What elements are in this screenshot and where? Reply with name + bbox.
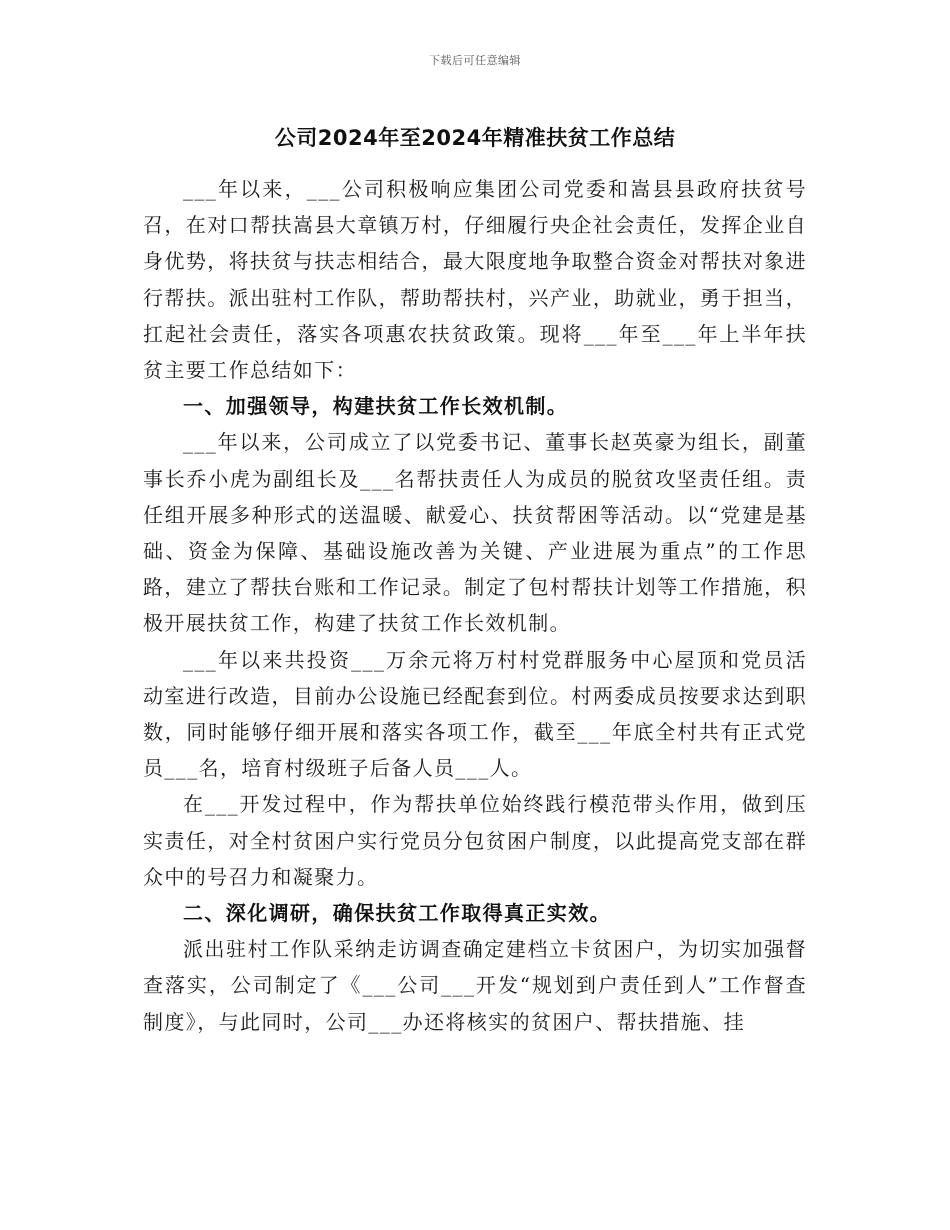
paragraph-leadership: ___年以来，公司成立了以党委书记、董事长赵英豪为组长，副董事长乔小虎为副组长及___名帮扶责任人为成员的脱贫攻坚责任组。责任组开展多种形式的送温暖、献爱心、扶贫帮困等活动。以“党建是基础、资金为保障、基础设施改善为关键、产业进展为重点”的工作思路，建立了帮扶台账和工作记录。制定了包村帮扶计划等工作措施，积极开展扶贫工作，构建了扶贫工作长效机制。 (143, 430, 807, 636)
section-heading-2: 二、深化调研，确保扶贫工作取得真正实效。 (183, 901, 611, 926)
page-header-note: 下载后可任意编辑 (429, 54, 521, 67)
document-title: 公司2024年至2024年精准扶贫工作总结 (274, 126, 676, 150)
document-body (143, 171, 807, 1040)
section-heading-1: 一、加强领导，构建扶贫工作长效机制。 (183, 394, 569, 419)
paragraph-investment: ___年以来共投资___万余元将万村村党群服务中心屋顶和党员活动室进行改造，目前办公设施已经配套到位。村两委成员按要求达到职数，同时能够仔细开展和落实各项工作，截至___年底全村共有正式党员___名，培育村级班子后备人员___人。 (143, 647, 807, 781)
paragraph-research: 派出驻村工作队采纳走访调查确定建档立卡贫困户，为切实加强督查落实，公司制定了《___公司___开发“规划到户责任到人”工作督查制度》，与此同时，公司___办还将核实的贫困户、帮扶措施、挂 (143, 937, 807, 1034)
paragraph-intro: ___年以来，___公司积极响应集团公司党委和嵩县县政府扶贫号召，在对口帮扶嵩县大章镇万村，仔细履行央企社会责任，发挥企业自身优势，将扶贫与扶志相结合，最大限度地争取整合资金对帮扶对象进行帮扶。派出驻村工作队，帮助帮扶村，兴产业，助就业，勇于担当，扛起社会责任，落实各项惠农扶贫政策。现将___年至___年上半年扶贫主要工作总结如下： (143, 177, 807, 383)
paragraph-development: 在___开发过程中，作为帮扶单位始终践行模范带头作用，做到压实责任，对全村贫困户实行党员分包贫困户制度，以此提高党支部在群众中的号召力和凝聚力。 (143, 792, 807, 889)
